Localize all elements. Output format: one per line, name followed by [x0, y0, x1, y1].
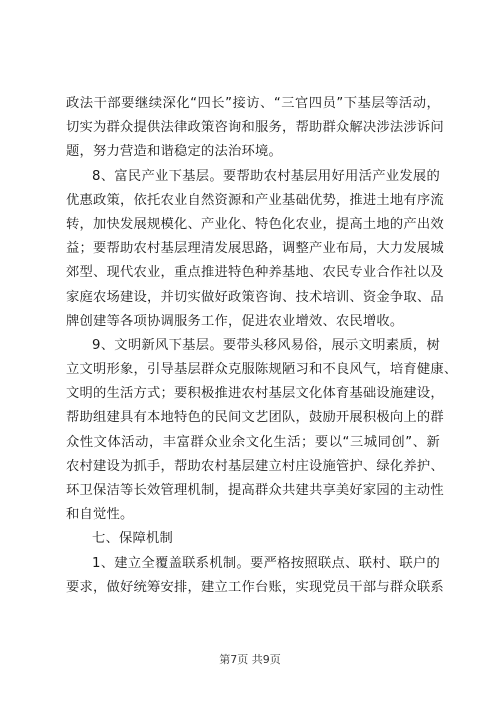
- text-line: 和自觉性。: [66, 507, 134, 523]
- text-line: 家庭农场建设，并切实做好政策咨询、技术培训、资金争取、品: [66, 289, 444, 305]
- text-line: 牌创建等各项协调服务工作，促进农业增效、农民增收。: [66, 313, 404, 329]
- text-line: 七、保障机制: [92, 531, 173, 547]
- text-line: 政法干部要继续深化“四长”接访、“三官四员”下基层等活动，: [66, 96, 440, 111]
- page-footer: 第7页 共9页: [219, 653, 281, 666]
- text-line: 郊型、现代农业，重点推进特色种养基地、农民专业合作社以及: [66, 265, 444, 281]
- text-line: 立文明形象，引导基层群众克服陈规陋习和不良风气，培育健康、: [66, 362, 458, 378]
- text-line: 切实为群众提供法律政策咨询和服务，帮助群众解决涉法涉诉问: [66, 120, 444, 136]
- text-line: 农村建设为抓手，帮助农村基层建立村庄设施管护、绿化养护、: [66, 458, 444, 474]
- text-line: 要求，做好统筹安排，建立工作台账，实现党员干部与群众联系: [66, 579, 444, 595]
- text-line: 8、富民产业下基层。要帮助农村基层用好用活产业发展的: [92, 168, 440, 184]
- text-line: 优惠政策，依托农业自然资源和产业基础优势，推进土地有序流: [66, 192, 444, 208]
- text-line: 环卫保洁等长效管理机制，提高群众共建共享美好家园的主动性: [66, 483, 444, 498]
- text-line: 9、文明新风下基层。要带头移风易俗，展示文明素质，树: [92, 337, 440, 353]
- text-line: 文明的生活方式；要积极推进农村基层文化体育基础设施建设，: [66, 386, 444, 402]
- text-line: 众性文体活动，丰富群众业余文化生活；要以“三城同创”、新: [66, 434, 440, 450]
- text-line: 题，努力营造和谐稳定的法治环境。: [66, 144, 282, 160]
- text-line: 益；要帮助农村基层理清发展思路，调整产业布局，大力发展城: [66, 241, 444, 257]
- text-line: 1、建立全覆盖联系机制。要严格按照联点、联村、联户的: [92, 555, 440, 571]
- text-line: 帮助组建具有本地特色的民间文艺团队，鼓励开展积极向上的群: [66, 410, 444, 426]
- text-line: 转，加快发展规模化、产业化、特色化农业，提高土地的产出效: [66, 216, 444, 232]
- document-body: [66, 92, 458, 600]
